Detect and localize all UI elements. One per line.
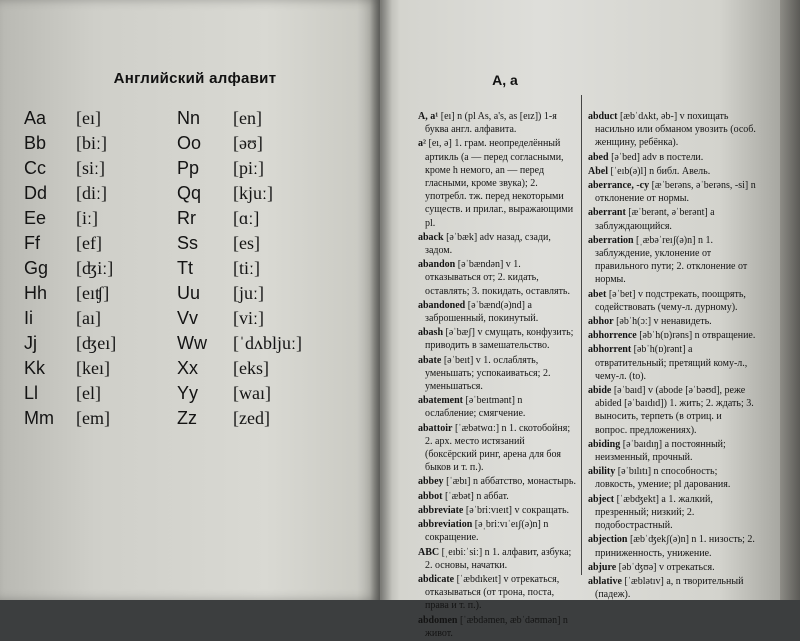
entry-headword: abide [588,385,612,397]
entry-definition: [əbˈʤʊə] v отрекаться. [618,561,715,573]
dictionary-entry [418,258,576,298]
entry-headword: abject [588,493,615,505]
entry-headword: aberration [588,234,634,246]
entry-headword: abate [418,354,442,366]
entry-headword: abandoned [418,299,466,311]
entry-definition: [ˈæbdıkeıt] v отрекаться, отказываться (от трона, поста, права и т. п.). [425,573,560,612]
dictionary-entry [588,165,756,178]
entry-headword: aback [418,231,444,243]
alphabet-letters: Rr [177,208,196,228]
dictionary-entry [418,490,576,503]
entry-definition: [æbˈʤekʃ(ə)n] n 1. низость; 2. приниженность, унижение. [595,534,755,559]
dictionary-entry [588,343,756,383]
entry-definition: [ˈeıb(ə)l] n библ. Авель. [610,165,711,177]
column-divider [581,95,582,575]
entry-definition: [əˈbılıtı] n способность; ловкость, умение; pl дарования. [595,466,731,491]
entry-definition: [eı] n (pl As, a's, as [eız]) 1-я буква англ. алфавита. [425,111,557,136]
dictionary-entry [418,475,576,488]
alphabet-transcription: [siː] [76,158,105,178]
entry-headword: abhorrence [588,330,637,342]
alphabet-transcription: [aı] [76,308,101,328]
dictionary-entry [418,110,576,136]
entry-definition: [ˈæbətwɑː] n 1. скотобойня; 2. арх. место истязаний (боксёрский ринг, арена для боя быков и т. п.). [425,422,571,474]
alphabet-letters: Ee [24,208,47,228]
alphabet-letters: Jj [24,333,37,353]
dictionary-column-1 [418,110,576,641]
entry-headword: abbreviate [418,504,464,516]
entry-definition: [əˈbænd(ə)nd] a заброшенный, покинутый. [425,299,539,325]
alphabet-letters: Yy [177,383,199,403]
dictionary-column-2 [588,110,756,602]
alphabet-letters: Pp [177,158,200,178]
entry-definition: [əˈbeıt] v 1. ослаблять, уменьшать; успокаиваться; 2. уменьшаться. [425,354,551,393]
entry-definition: [əbˈh(ɔː] v ненавидеть. [616,316,712,328]
dictionary-entry [588,234,756,287]
entry-definition: [ˈæbət] n аббат. [444,490,509,502]
dictionary-entry [588,288,756,314]
alphabet-letters: Cc [24,158,46,178]
dictionary-entry [588,110,756,150]
dictionary-entry [418,573,576,613]
alphabet-letters: Gg [24,258,49,278]
entry-definition: [æˈberəns, əˈberəns, -si] n отклонение от нормы. [595,180,756,205]
alphabet-letters: Qq [177,183,202,203]
entry-headword: aberrant [588,207,626,219]
entry-definition: [eı, ə] 1. грам. неопределённый артикль (a — перед согласными, кроме h немого, an — перед гласными, кроме звука); 2. употребл. тж. перед некоторыми существ. и прилаг., выражающими pl. [425,138,574,229]
alphabet-transcription: [ʤiː] [76,258,114,278]
dictionary-entry [418,137,576,229]
entry-headword: abattoir [418,422,453,434]
alphabet-letters: Dd [24,183,48,203]
entry-headword: abhorrent [588,344,632,356]
entry-definition: [ˈæblətıv] a, n творительный (падеж). [595,575,744,601]
dictionary-entry [418,326,576,352]
dictionary-entry [418,231,576,257]
alphabet-letters: Hh [24,283,48,303]
alphabet-transcription: [en] [233,108,262,128]
entry-headword: abatement [418,395,463,407]
entry-headword: ability [588,466,616,478]
alphabet-letters: Uu [177,283,201,303]
alphabet-letters: Oo [177,133,202,153]
entry-definition: [æbˈdʌkt, əb-] v похищать насильно или обманом увозить (особ. женщину, ребёнка). [595,111,756,149]
dictionary-entry [588,179,756,205]
alphabet-transcription: [ʤeı] [76,333,117,353]
entry-headword: Abel [588,165,608,177]
entry-definition: [əˈbriːvıeıt] v сокращать. [465,504,570,516]
right-edge-background [780,0,800,600]
entry-definition: [əˈbaıd] v (abode [əˈbəʊd], реже abided [əˈbaıdıd]) 1. жить; 2. ждать; 3. выносить, терпеть (в отриц. и вопрос. предложениях). [595,385,754,436]
entry-definition: [əˈbæk] adv назад, сзади, задом. [425,231,551,257]
alphabet-transcription: [waı] [233,383,271,403]
entry-headword: abbey [418,476,444,488]
alphabet-transcription: [viː] [233,308,264,328]
alphabet-letters: Ww [177,333,207,353]
alphabet-letters: Aa [24,108,47,128]
dictionary-entry [588,438,756,464]
entry-headword: abet [588,288,607,300]
dictionary-entry [418,504,576,517]
dictionary-entry [418,518,576,544]
alphabet-transcription: [eıʧ] [76,283,110,303]
entry-definition: [əˈbændən] v 1. отказываться от; 2. кидать, оставлять; 3. покидать, оставлять. [425,259,570,297]
alphabet-transcription: [eı] [76,108,101,128]
entry-headword: abandon [418,259,456,271]
dictionary-entry [588,575,756,601]
alphabet-transcription: [ef] [76,233,102,253]
alphabet-transcription: [ˈdʌbljuː] [233,333,302,353]
alphabet-transcription: [əʊ] [233,133,263,153]
entry-definition: [əˈbeıtmənt] n ослабление; смягчение. [425,395,526,420]
alphabet-transcription: [piː] [233,158,264,178]
dictionary-entry [588,493,756,533]
dictionary-entry [418,614,576,640]
alphabet-title: Английский алфавит [113,70,277,87]
entry-headword: abjure [588,561,617,573]
entry-headword: abed [588,151,609,163]
entry-definition: [ˈæbʤekt] a 1. жалкий, презренный; низкий; 2. подобострастный. [595,493,713,532]
dictionary-entry [588,384,756,437]
entry-definition: [ˌeıbiːˈsiː] n 1. алфавит, азбука; 2. основы, начатки. [425,546,572,571]
dictionary-entry [418,422,576,475]
alphabet-transcription: [keı] [76,358,110,378]
alphabet-transcription: [es] [233,233,260,253]
entry-headword: abash [418,327,444,339]
entry-headword: ABC [418,546,440,558]
book-gutter [370,0,392,600]
entry-headword: abjection [588,534,628,546]
entry-definition: [əˈbed] adv в постели. [611,151,704,163]
alphabet-letters: Mm [24,408,54,428]
dictionary-entry [588,329,756,342]
alphabet-letters: Kk [24,358,46,378]
alphabet-transcription: [el] [76,383,101,403]
dictionary-entry [588,561,756,574]
entry-headword: abdomen [418,614,458,626]
entry-definition: [əˌbriːvıˈeıʃ(ə)n] n сокращение. [425,519,549,544]
entry-headword: ablative [588,575,622,587]
alphabet-letters: Xx [177,358,199,378]
alphabet-transcription: [juː] [233,283,264,303]
dictionary-entry [588,533,756,559]
alphabet-transcription: [diː] [76,183,107,203]
alphabet-letters: Bb [24,133,47,153]
dictionary-entry [418,546,576,572]
entry-headword: A, a¹ [418,111,439,122]
dictionary-entry [588,465,756,491]
dictionary-entry [418,299,576,325]
dictionary-entry [588,206,756,232]
alphabet-transcription: [em] [76,408,110,428]
alphabet-letters: Vv [177,308,199,328]
alphabet-transcription: [eks] [233,358,269,378]
entry-definition: [əbˈh(ɒ)rənt] a отвратительный; претящий кому-л., чему-л. (to). [595,344,748,382]
alphabet-letters: Ii [24,308,33,328]
alphabet-letters: Zz [177,408,197,428]
entry-definition: [ˌæbəˈreıʃ(ə)n] n 1. заблуждение, уклонение от правильного пути; 2. отклонение от нормы. [595,234,748,286]
entry-definition: [əˈbæʃ] v смущать, конфузить; приводить в замешательство. [425,327,574,352]
alphabet-transcription: [iː] [76,208,98,228]
dictionary-section-header: A, a [492,72,518,88]
alphabet-transcription: [biː] [76,133,107,153]
entry-headword: aberrance, -cy [588,180,650,192]
entry-definition: [əˈbaıdıŋ] a постоянный; неизменный, прочный. [595,438,726,464]
entry-definition: [əbˈh(ɒ)rəns] n отвращение. [639,330,756,342]
entry-headword: abhor [588,316,614,328]
entry-definition: [ˈæbı] n аббатство, монастырь. [446,476,576,488]
entry-headword: abdicate [418,573,455,585]
alphabet-letters: Ff [24,233,40,253]
entry-headword: abbreviation [418,519,473,531]
entry-headword: abduct [588,111,618,122]
dictionary-entry [418,394,576,420]
alphabet-transcription: [zed] [233,408,270,428]
entry-definition: [əˈbet] v подстрекать, поощрять, содействовать (чему-л. дурному). [595,288,746,313]
alphabet-transcription: [tiː] [233,258,260,278]
alphabet-transcription: [kjuː] [233,183,273,203]
entry-headword: a² [418,138,426,150]
entry-headword: abbot [418,490,443,502]
alphabet-transcription: [ɑː] [233,208,260,228]
entry-headword: abiding [588,438,621,450]
dictionary-entry [588,315,756,328]
dictionary-entry [418,354,576,394]
alphabet-letters: Tt [177,258,193,278]
entry-definition: [æˈberənt, əˈberənt] a заблуждающийся. [595,207,715,232]
alphabet-letters: Ll [24,383,39,403]
entry-definition: [ˈæbdəmen, æbˈdəʊmən] n живот. [425,614,568,639]
alphabet-letters: Ss [177,233,199,253]
alphabet-letters: Nn [177,108,201,128]
dictionary-entry [588,151,756,164]
